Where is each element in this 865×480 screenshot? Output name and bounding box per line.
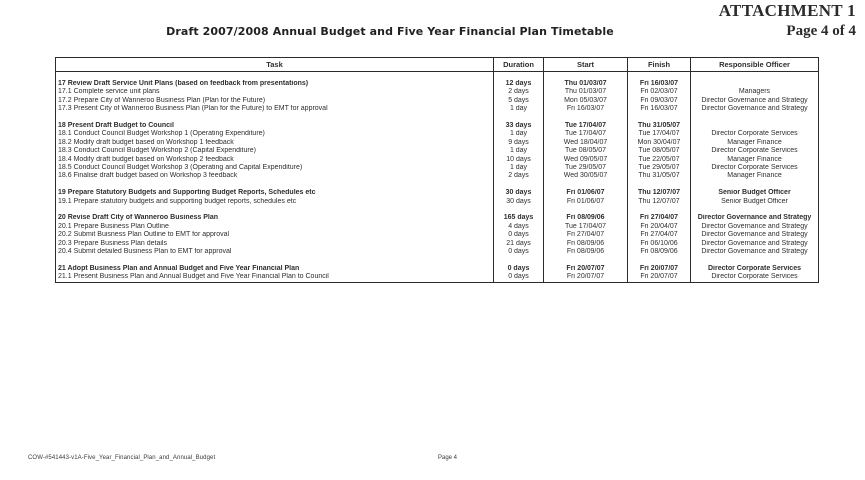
duration-cell: 12 days — [494, 80, 544, 88]
finish-cell: Tue 17/04/07 — [628, 130, 691, 138]
finish-cell: Fri 16/03/07 — [628, 105, 691, 113]
task-cell: 18.1 Conduct Council Budget Workshop 1 (Operating Expenditure) — [56, 130, 494, 138]
finish-cell: Tue 22/05/07 — [628, 156, 691, 164]
spacer-cell — [628, 206, 691, 214]
finish-cell: Fri 09/03/07 — [628, 97, 691, 105]
start-cell: Tue 17/04/07 — [544, 122, 628, 130]
task-cell: 18.6 Finalise draft budget based on Workshop 3 feedback — [56, 172, 494, 180]
spacer-cell — [494, 181, 544, 189]
page-title: Draft 2007/2008 Annual Budget and Five Year Financial Plan Timetable — [166, 25, 614, 38]
spacer-cell — [56, 114, 494, 122]
table-row — [56, 198, 819, 206]
start-cell: Fri 08/09/06 — [544, 214, 628, 222]
officer-cell: Director Corporate Services — [708, 264, 801, 272]
table-row — [56, 130, 819, 138]
table-row — [56, 189, 819, 197]
officer-cell: Director Corporate Services — [711, 130, 798, 138]
start-cell: Wed 18/04/07 — [544, 139, 628, 147]
task-cell: 17 Review Draft Service Unit Plans (based on feedback from presentations) — [56, 80, 494, 88]
officer-cell: Manager Finance — [727, 172, 782, 180]
column-header-task: Task — [56, 58, 494, 72]
task-cell: 18.4 Modify draft budget based on Workshop 2 feedback — [56, 156, 494, 164]
start-cell: Fri 16/03/07 — [544, 105, 628, 113]
officer-cell: Director Governance and Strategy — [701, 247, 808, 255]
finish-cell: Fri 06/10/06 — [628, 240, 691, 248]
spacer-cell — [628, 256, 691, 264]
spacer-row — [56, 114, 819, 122]
start-cell: Fri 20/07/07 — [544, 265, 628, 273]
table-row — [56, 273, 819, 282]
task-cell: 20.4 Submit detailed Business Plan to EMT for approval — [56, 248, 494, 256]
column-header-responsible-officer: Responsible Officer — [691, 58, 819, 72]
task-cell: 18.5 Conduct Council Budget Workshop 3 (Operating and Capital Expenditure) — [56, 164, 494, 172]
start-cell: Fri 01/06/07 — [544, 189, 628, 197]
officer-cell: Director Governance and Strategy — [697, 214, 812, 222]
footer-page-number: Page 4 — [438, 455, 458, 461]
task-cell: 20.3 Prepare Business Plan details — [56, 240, 494, 248]
spacer-cell — [56, 72, 494, 80]
spacer-cell — [494, 256, 544, 264]
start-cell: Tue 17/04/07 — [544, 130, 628, 138]
officer-cell: Director Governance and Strategy — [701, 96, 808, 104]
duration-cell: 5 days — [494, 97, 544, 105]
task-cell: 17.3 Present City of Wanneroo Business Plan (Plan for the Future) to EMT for approval — [56, 105, 494, 113]
officer-cell: Senior Budget Officer — [721, 197, 788, 205]
spacer-row — [56, 256, 819, 264]
finish-cell: Tue 08/05/07 — [628, 147, 691, 155]
duration-cell: 33 days — [494, 122, 544, 130]
table-row — [56, 248, 819, 256]
duration-cell: 0 days — [494, 248, 544, 256]
table-row — [56, 231, 819, 239]
task-cell: 20 Revise Draft City of Wanneroo Business Plan — [56, 214, 494, 222]
officer-cell: Director Corporate Services — [711, 163, 798, 171]
spacer-cell — [691, 256, 819, 264]
table-header-row — [56, 58, 819, 72]
table-header — [56, 58, 819, 72]
spacer-cell — [691, 181, 819, 189]
task-cell: 21.1 Present Business Plan and Annual Budget and Five Year Financial Plan to Council — [56, 273, 494, 282]
table-row — [56, 147, 819, 155]
finish-cell: Thu 12/07/07 — [628, 189, 691, 197]
officer-cell: Director Governance and Strategy — [701, 105, 808, 113]
table-row — [56, 105, 819, 113]
task-cell: 19 Prepare Statutory Budgets and Supporting Budget Reports, Schedules etc — [56, 189, 494, 197]
finish-cell: Fri 02/03/07 — [628, 88, 691, 96]
officer-cell: Director Corporate Services — [711, 147, 798, 155]
start-cell: Thu 01/03/07 — [544, 88, 628, 96]
finish-cell: Thu 12/07/07 — [628, 198, 691, 206]
spacer-cell — [56, 181, 494, 189]
spacer-row — [56, 206, 819, 214]
task-cell: 18 Present Draft Budget to Council — [56, 122, 494, 130]
spacer-row — [56, 72, 819, 80]
footer-document-ref: COW-#541443-v1A-Five_Year_Financial_Plan_and_Annual_Budget — [28, 455, 216, 461]
duration-cell: 21 days — [494, 240, 544, 248]
table-body — [56, 72, 819, 283]
spacer-cell — [544, 72, 628, 80]
task-cell: 20.2 Submit Buisness Plan Outline to EMT for approval — [56, 231, 494, 239]
spacer-cell — [544, 256, 628, 264]
table-row — [56, 214, 819, 222]
start-cell: Tue 08/05/07 — [544, 147, 628, 155]
start-cell: Fri 20/07/07 — [544, 273, 628, 282]
duration-cell: 1 day — [494, 164, 544, 172]
spacer-row — [56, 181, 819, 189]
start-cell: Fri 08/09/06 — [544, 248, 628, 256]
officer-cell: Director Governance and Strategy — [701, 231, 808, 239]
table-row — [56, 156, 819, 164]
start-cell: Thu 01/03/07 — [544, 80, 628, 88]
officer-cell: Director Governance and Strategy — [701, 222, 808, 230]
column-header-finish: Finish — [628, 58, 691, 72]
duration-cell: 1 day — [494, 130, 544, 138]
officer-cell: Director Governance and Strategy — [701, 239, 808, 247]
start-cell: Fri 27/04/07 — [544, 231, 628, 239]
task-cell: 18.3 Conduct Council Budget Workshop 2 (Capital Expenditure) — [56, 147, 494, 155]
spacer-cell — [628, 72, 691, 80]
spacer-cell — [56, 206, 494, 214]
finish-cell: Fri 27/04/07 — [628, 214, 691, 222]
table-row — [56, 265, 819, 273]
start-cell: Wed 30/05/07 — [544, 172, 628, 180]
duration-cell: 0 days — [494, 273, 544, 282]
page-of-label: Page 4 of 4 — [786, 22, 856, 39]
finish-cell: Mon 30/04/07 — [628, 139, 691, 147]
duration-cell: 30 days — [494, 198, 544, 206]
duration-cell: 4 days — [494, 223, 544, 231]
duration-cell: 1 day — [494, 147, 544, 155]
spacer-cell — [56, 256, 494, 264]
start-cell: Fri 08/09/06 — [544, 240, 628, 248]
officer-cell: Manager Finance — [727, 155, 782, 163]
table-row — [56, 80, 819, 88]
table-row — [56, 88, 819, 96]
spacer-cell — [544, 206, 628, 214]
start-cell: Tue 17/04/07 — [544, 223, 628, 231]
task-cell: 21 Adopt Business Plan and Annual Budget and Five Year Financial Plan — [56, 265, 494, 273]
duration-cell: 165 days — [494, 214, 544, 222]
spacer-cell — [691, 114, 819, 122]
spacer-cell — [544, 181, 628, 189]
duration-cell: 2 days — [494, 172, 544, 180]
column-header-start: Start — [544, 58, 628, 72]
duration-cell: 2 days — [494, 88, 544, 96]
spacer-cell — [544, 114, 628, 122]
finish-cell: Fri 16/03/07 — [628, 80, 691, 88]
spacer-cell — [494, 206, 544, 214]
task-cell: 20.1 Prepare Business Plan Outline — [56, 223, 494, 231]
duration-cell: 0 days — [494, 231, 544, 239]
officer-cell: Managers — [738, 88, 771, 96]
finish-cell: Fri 20/07/07 — [628, 265, 691, 273]
start-cell: Fri 01/06/07 — [544, 198, 628, 206]
task-cell: 19.1 Prepare statutory budgets and supporting budget reports, schedules etc — [56, 198, 494, 206]
officer-cell: Manager Finance — [727, 138, 782, 146]
timetable-table — [55, 57, 819, 283]
finish-cell: Fri 08/09/06 — [628, 248, 691, 256]
table-row — [56, 223, 819, 231]
table-row — [56, 139, 819, 147]
spacer-cell — [691, 72, 819, 80]
table-row — [56, 97, 819, 105]
finish-cell: Thu 31/05/07 — [628, 122, 691, 130]
officer-cell: Director Corporate Services — [711, 273, 798, 281]
task-cell: 18.2 Modify draft budget based on Workshop 1 feedback — [56, 139, 494, 147]
spacer-cell — [494, 114, 544, 122]
spacer-cell — [628, 181, 691, 189]
duration-cell: 0 days — [494, 265, 544, 273]
table-row — [56, 122, 819, 130]
duration-cell: 1 day — [494, 105, 544, 113]
start-cell: Mon 05/03/07 — [544, 97, 628, 105]
table-row — [56, 240, 819, 248]
finish-cell: Fri 20/07/07 — [628, 273, 691, 282]
start-cell: Wed 09/05/07 — [544, 156, 628, 164]
column-header-duration: Duration — [494, 58, 544, 72]
duration-cell: 9 days — [494, 139, 544, 147]
spacer-cell — [494, 72, 544, 80]
finish-cell: Thu 31/05/07 — [628, 172, 691, 180]
start-cell: Tue 29/05/07 — [544, 164, 628, 172]
duration-cell: 30 days — [494, 189, 544, 197]
officer-cell: Senior Budget Officer — [718, 189, 791, 197]
task-cell: 17.1 Complete service unit plans — [56, 88, 494, 96]
officer-cell — [691, 80, 819, 88]
attachment-label: ATTACHMENT 1 — [718, 1, 856, 20]
finish-cell: Tue 29/05/07 — [628, 164, 691, 172]
duration-cell: 10 days — [494, 156, 544, 164]
task-cell: 17.2 Prepare City of Wanneroo Business Plan (Plan for the Future) — [56, 97, 494, 105]
finish-cell: Fri 20/04/07 — [628, 223, 691, 231]
spacer-cell — [628, 114, 691, 122]
spacer-cell — [691, 206, 819, 214]
finish-cell: Fri 27/04/07 — [628, 231, 691, 239]
table-row — [56, 164, 819, 172]
table-row — [56, 172, 819, 180]
officer-cell — [691, 122, 819, 130]
